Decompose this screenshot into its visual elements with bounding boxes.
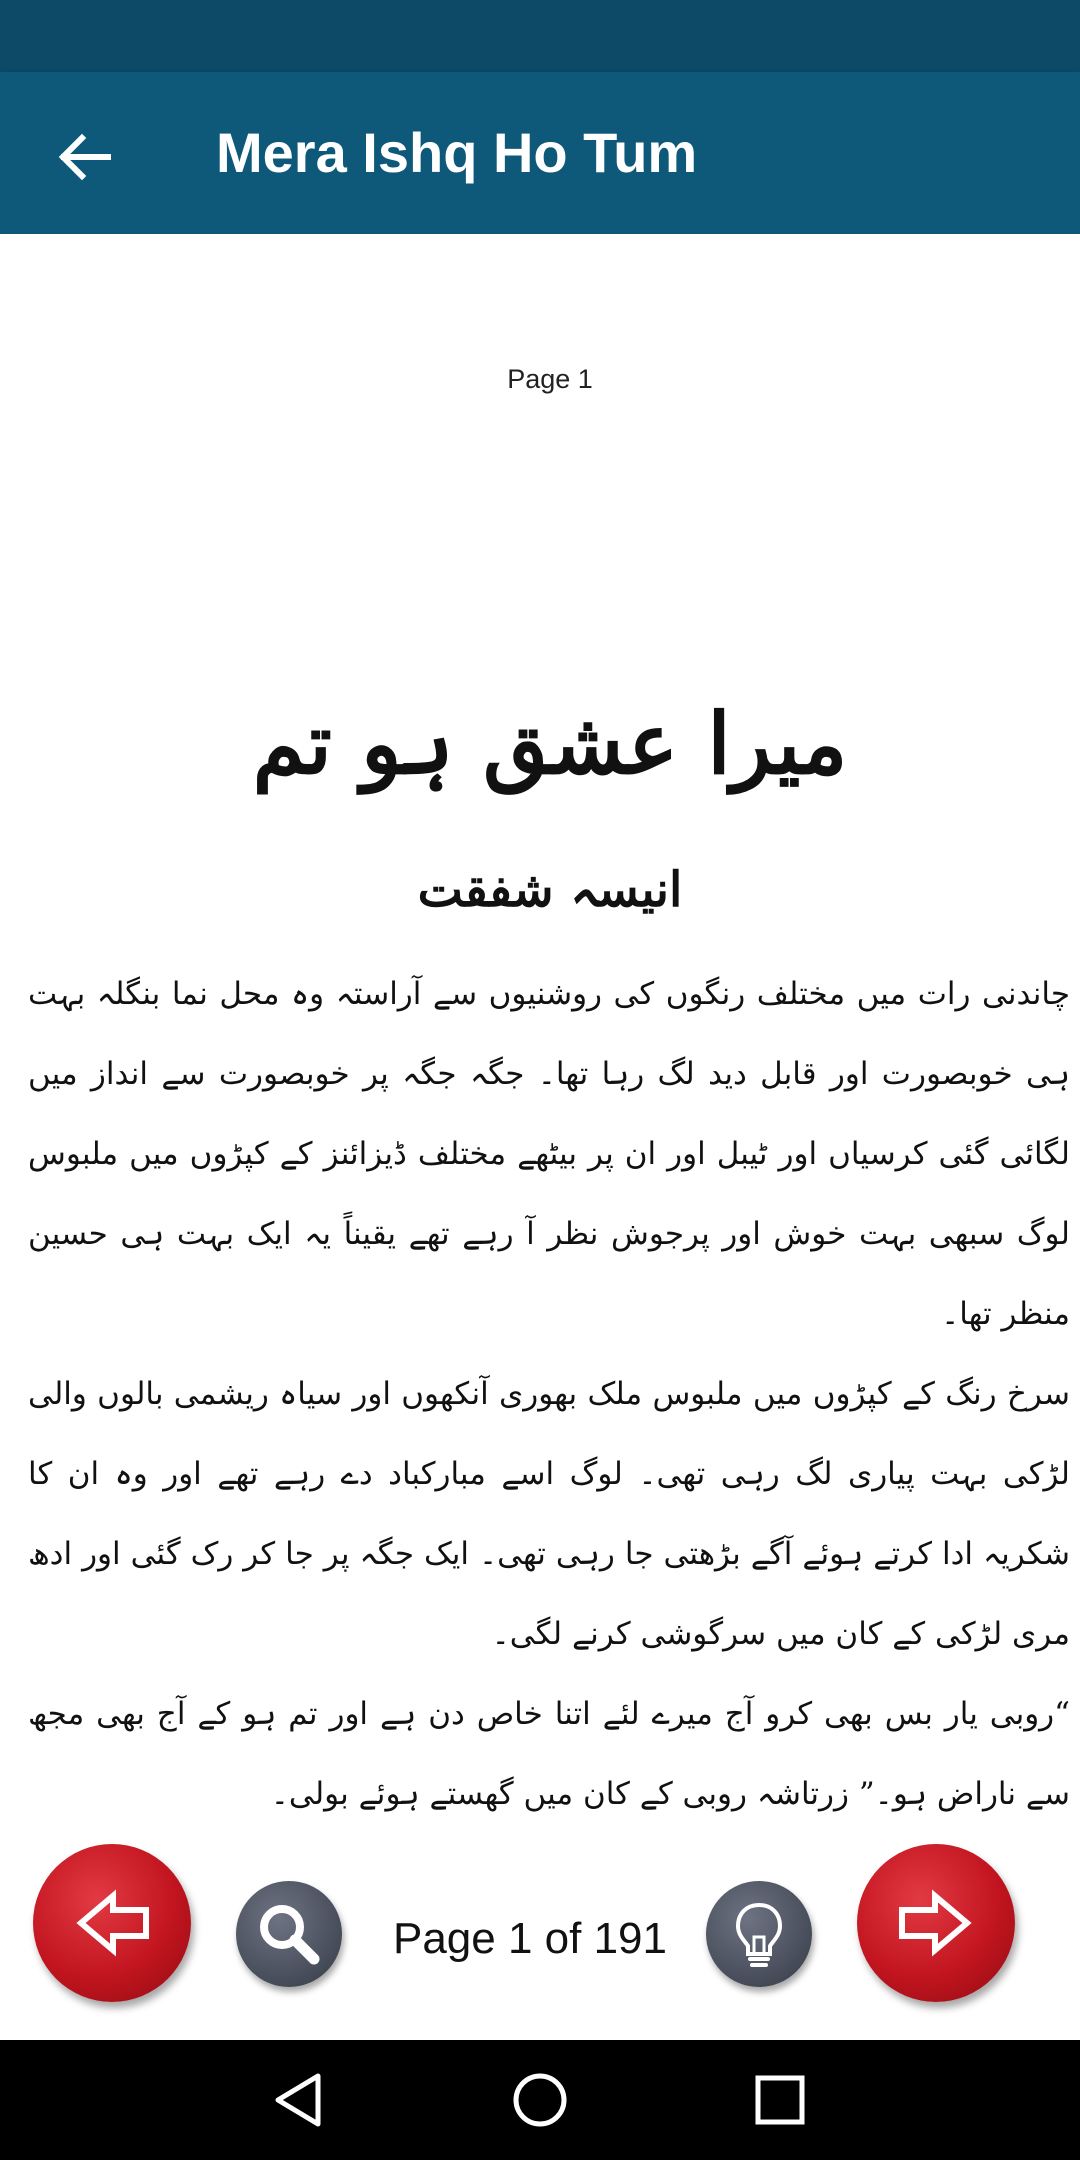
system-nav-bar — [0, 2040, 1080, 2160]
book-title: میرا عشق ہو تم — [252, 694, 848, 793]
previous-page-button[interactable] — [33, 1844, 191, 2002]
app-title: Mera Ishq Ho Tum — [216, 121, 698, 184]
recents-square-icon[interactable] — [742, 2062, 818, 2138]
page-label: Page 1 — [507, 364, 593, 394]
status-bar — [0, 0, 1080, 72]
paragraph: چاندنی رات میں مختلف رنگوں کی روشنیوں سے آراستہ وہ محل نما بنگلہ بہت ہی خوبصورت اور قابل دید لگ رہا تھا۔ جگہ جگہ پر خوبصورت سے انداز میں لگائی گئی کرسیاں اور ٹیبل اور ان پر بیٹھے مختلف ڈیزائنز کے کپڑوں میں ملبوس لوگ سبھی بہت خوش اور پرجوش نظر آ رہے تھے یقیناً یہ ایک بہت ہی حسین منظر تھا۔ — [28, 976, 1070, 1332]
arrow-left-outline-icon — [33, 1844, 191, 2002]
arrow-right-outline-icon — [857, 1844, 1015, 2002]
reader-controls — [0, 1844, 1080, 2040]
story-text — [28, 954, 1070, 1834]
arrow-left-icon — [50, 122, 120, 192]
page-indicator: Page 1 of 191 — [392, 1914, 667, 1963]
lightbulb-icon — [706, 1881, 812, 1987]
home-circle-icon[interactable] — [502, 2062, 578, 2138]
back-button[interactable] — [50, 122, 120, 192]
search-button[interactable] — [236, 1881, 342, 1987]
book-author: انیسہ شفقت — [417, 862, 683, 918]
paragraph: سرخ رنگ کے کپڑوں میں ملبوس ملک بھوری آنکھوں اور سیاہ ریشمی بالوں والی لڑکی بہت پیاری لگ رہی تھی۔ لوگ اسے مبارکباد دے رہے تھے اور وہ ان کا شکریہ ادا کرتے ہوئے آگے بڑھتی جا رہی تھی۔ ایک جگہ پر جا کر رک گئی اور ادھ مری لڑکی کے کان میں سرگوشی کرنے لگی۔ — [28, 1376, 1070, 1652]
book-page[interactable] — [0, 234, 1080, 1844]
back-triangle-icon[interactable] — [262, 2062, 338, 2138]
paragraph: “روبی یار بس بھی کرو آج میرے لئے اتنا خاص دن ہے اور تم ہو کے آج بھی مجھ سے ناراض ہو۔” زرتاشہ روبی کے کان میں گھستے ہوئے بولی۔ — [28, 1696, 1070, 1812]
app-bar — [0, 72, 1080, 234]
hint-button[interactable] — [706, 1881, 812, 1987]
search-icon — [236, 1881, 342, 1987]
next-page-button[interactable] — [857, 1844, 1015, 2002]
